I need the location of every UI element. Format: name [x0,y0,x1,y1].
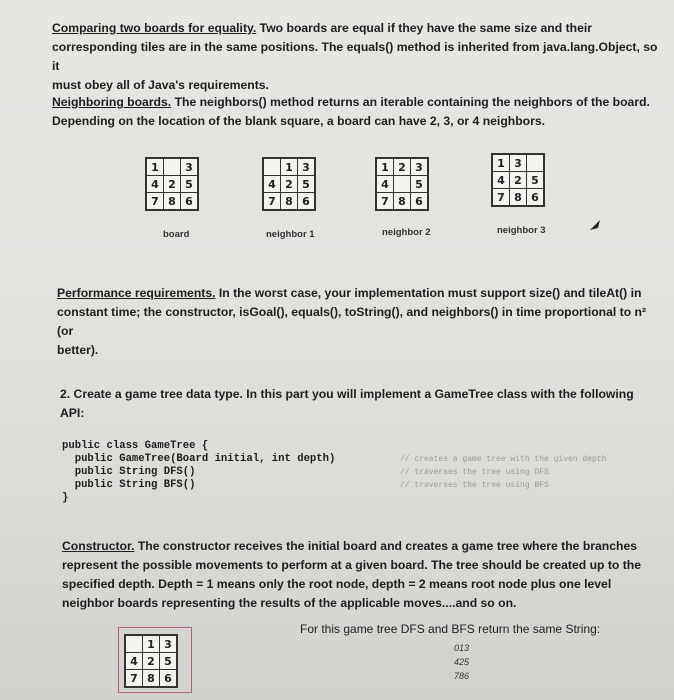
board-cell: 1 [377,159,394,176]
board-cell: 6 [411,193,428,210]
neighbor1-grid [262,157,316,211]
board-cell: 5 [411,176,428,193]
board-cell: 3 [510,155,527,172]
board-cell: 2 [143,653,160,670]
board-caption: board [163,229,190,240]
constructor-line3: specified depth. Depth = 1 means only the root node, depth = 2 means root node plus one level [62,577,612,591]
board-cell: 2 [281,176,298,193]
board-cell: 5 [527,172,544,189]
neighbor3-grid [491,153,545,207]
code-comment-3: // traverses the tree using BFS [400,481,549,490]
board-cell: 1 [147,159,164,176]
constructor-line1: The constructor receives the initial board and creates a game tree where the branches [137,539,638,553]
code-line-3: public String DFS() [62,466,196,478]
board-cell: 7 [147,193,164,210]
board-cell: 4 [377,176,394,193]
board-cell: 1 [143,636,160,653]
equality-paragraph [52,19,662,95]
neighbors-heading: Neighboring boards. [52,95,172,109]
equality-line3: must obey all of Java's requirements. [52,78,269,92]
performance-heading: Performance requirements. [57,286,216,300]
output-line: 013 [454,643,470,653]
board-cell: 2 [510,172,527,189]
board-cell: 8 [394,193,411,210]
performance-paragraph [57,284,662,360]
board-cell: 8 [143,670,160,687]
mouse-pointer-icon [588,218,602,232]
code-comment-1: // creates a game tree with the given depth [400,455,607,464]
code-comment-2: // traverses the tree using DFS [400,468,549,477]
performance-line2: constant time; the constructor, isGoal(), equals(), toString(), and neighbors() in time proportional to n² (or [57,305,647,338]
board-cell [527,155,544,172]
equality-line1: Two boards are equal if they have the same size and their [259,21,592,35]
gametree-task-line1: 2. Create a game tree data type. In this part you will implement a GameTree class with the following [60,387,634,401]
board-cell: 3 [160,636,177,653]
board-grid [145,157,199,211]
board-cell: 1 [493,155,510,172]
board-cell [264,159,281,176]
performance-line3: better). [57,343,99,357]
board-cell: 3 [181,159,198,176]
board-cell: 6 [160,670,177,687]
board-cell: 4 [147,176,164,193]
board-cell: 8 [164,193,181,210]
example-text: For this game tree DFS and BFS return the same String: [300,622,601,636]
board-cell: 4 [493,172,510,189]
board-cell: 5 [160,653,177,670]
board-cell: 2 [394,159,411,176]
code-line-5: } [62,492,69,504]
neighbors-line2: Depending on the location of the blank square, a board can have 2, 3, or 4 neighbors. [52,114,546,128]
board-cell: 1 [281,159,298,176]
constructor-heading: Constructor. [62,539,135,553]
board-cell: 5 [181,176,198,193]
constructor-line2: represent the possible movements to perform at a given board. The tree should be created up to the [62,558,642,572]
neighbors-line1: The neighbors() method returns an iterable containing the neighbors of the board. [174,95,650,109]
board-cell: 6 [527,189,544,206]
board-cell: 7 [264,193,281,210]
board-cell: 4 [264,176,281,193]
board-cell [164,159,181,176]
code-line-4: public String BFS() [62,479,196,491]
board-cell: 7 [126,670,143,687]
output-line: 425 [454,657,470,667]
board-cell: 6 [298,193,315,210]
neighbor3-caption: neighbor 3 [497,225,546,236]
board-cell [126,636,143,653]
neighbor1-caption: neighbor 1 [266,229,315,240]
constructor-line4: neighbor boards representing the results of the applicable moves....and so on. [62,596,517,610]
example-output [454,641,469,683]
board-cell: 8 [281,193,298,210]
board-cell: 2 [164,176,181,193]
board-cell: 7 [493,189,510,206]
neighbor2-grid [375,157,429,211]
board-cell: 6 [181,193,198,210]
board-cell: 3 [298,159,315,176]
board-cell: 4 [126,653,143,670]
neighbor2-caption: neighbor 2 [382,227,431,238]
board-cell: 7 [377,193,394,210]
output-line: 786 [454,671,470,681]
board-cell: 8 [510,189,527,206]
code-line-2: public GameTree(Board initial, int depth) [62,453,336,465]
constructor-paragraph [62,537,667,613]
board-cell [394,176,411,193]
gametree-task-paragraph [60,385,665,423]
board-cell: 3 [411,159,428,176]
equality-heading: Comparing two boards for equality. [52,21,257,35]
equality-line2: corresponding tiles are in the same positions. The equals() method is inherited from java.lang.Object, so it [52,40,658,73]
example-board-grid [124,634,178,688]
performance-line1: In the worst case, your implementation must support size() and tileAt() in [218,286,642,300]
gametree-task-line2: API: [60,406,85,420]
code-line-1: public class GameTree { [62,440,209,452]
neighbors-paragraph [52,93,662,131]
board-cell: 5 [298,176,315,193]
